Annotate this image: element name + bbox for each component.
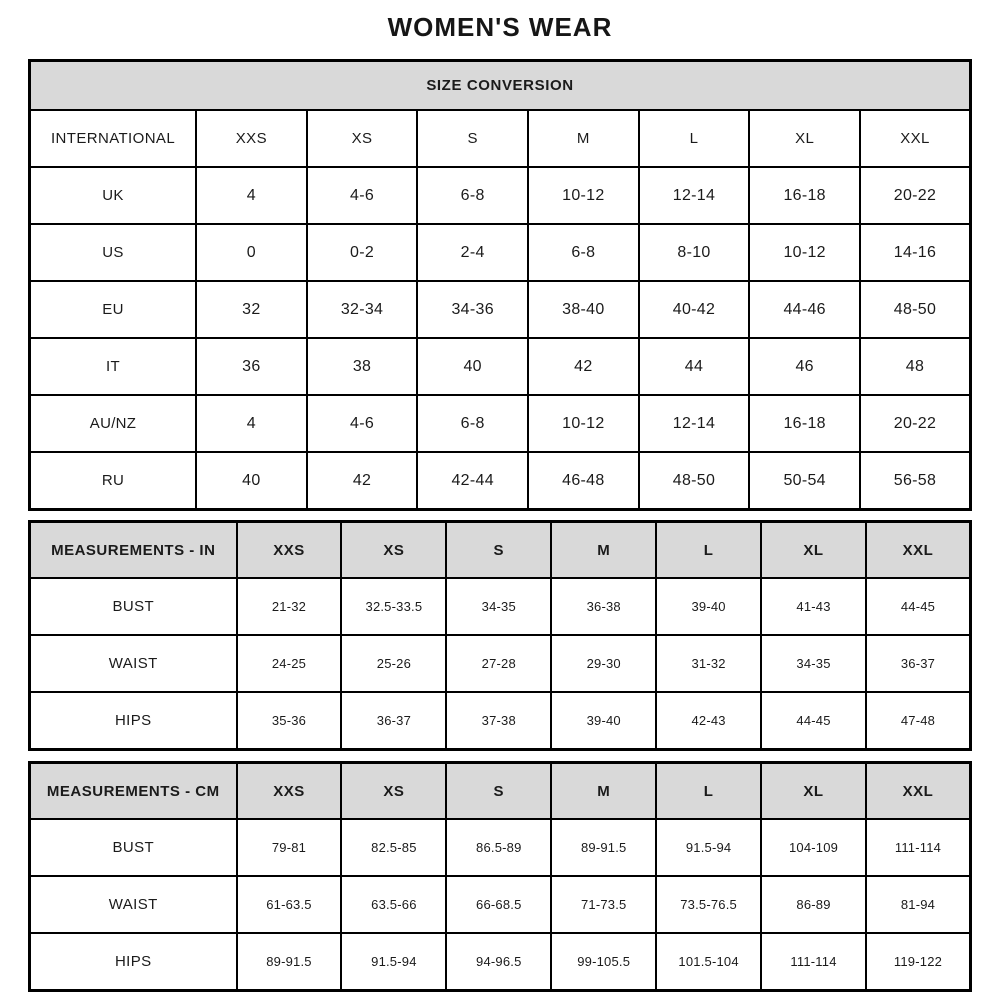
table-row — [30, 167, 971, 224]
table-cell: 31-32 — [656, 635, 761, 692]
table-cell: 42-43 — [656, 692, 761, 750]
measurements-in-title: MEASUREMENTS - IN — [30, 522, 237, 579]
table-cell: 41-43 — [761, 578, 866, 635]
measurements-in-table — [28, 520, 972, 751]
table-cell: 81-94 — [866, 876, 971, 933]
column-header: S — [446, 522, 551, 579]
table-cell: 34-35 — [761, 635, 866, 692]
column-header: XXL — [866, 763, 971, 820]
table-cell: 2-4 — [417, 224, 528, 281]
table-cell: 0-2 — [307, 224, 418, 281]
table-cell: 101.5-104 — [656, 933, 761, 991]
table-cell: 42 — [528, 338, 639, 395]
row-label: US — [30, 224, 197, 281]
table-cell: 44-45 — [761, 692, 866, 750]
table-cell: 36 — [196, 338, 307, 395]
table-cell: 48-50 — [639, 452, 750, 510]
table-cell: 10-12 — [528, 167, 639, 224]
column-header: XL — [761, 522, 866, 579]
column-header: XXL — [860, 110, 971, 167]
table-row — [30, 452, 971, 510]
column-header: XXS — [237, 522, 342, 579]
table-row — [30, 933, 971, 991]
table-cell: 82.5-85 — [341, 819, 446, 876]
table-cell: 73.5-76.5 — [656, 876, 761, 933]
row-label: RU — [30, 452, 197, 510]
table-cell: 119-122 — [866, 933, 971, 991]
table-cell: 63.5-66 — [341, 876, 446, 933]
table-cell: 37-38 — [446, 692, 551, 750]
table-cell: 25-26 — [341, 635, 446, 692]
table-cell: 10-12 — [528, 395, 639, 452]
table-cell: 38-40 — [528, 281, 639, 338]
table-cell: 42 — [307, 452, 418, 510]
table-cell: 46 — [749, 338, 860, 395]
table-row — [30, 578, 971, 635]
table-cell: 36-38 — [551, 578, 656, 635]
table-cell: 24-25 — [237, 635, 342, 692]
table-cell: 61-63.5 — [237, 876, 342, 933]
table-cell: 10-12 — [749, 224, 860, 281]
column-header: XL — [749, 110, 860, 167]
table-cell: 44-46 — [749, 281, 860, 338]
row-label: HIPS — [30, 933, 237, 991]
table-cell: 99-105.5 — [551, 933, 656, 991]
table-cell: 86.5-89 — [446, 819, 551, 876]
table-cell: 16-18 — [749, 167, 860, 224]
table-cell: 36-37 — [341, 692, 446, 750]
table-cell: 111-114 — [761, 933, 866, 991]
table-cell: 48 — [860, 338, 971, 395]
column-header: XS — [341, 763, 446, 820]
column-header: M — [551, 522, 656, 579]
table-cell: 91.5-94 — [341, 933, 446, 991]
table-cell: 29-30 — [551, 635, 656, 692]
table-cell: 44 — [639, 338, 750, 395]
table-row — [30, 281, 971, 338]
table-cell: 6-8 — [528, 224, 639, 281]
table-cell: 40-42 — [639, 281, 750, 338]
table-cell: 4-6 — [307, 167, 418, 224]
table-cell: 39-40 — [551, 692, 656, 750]
row-label: WAIST — [30, 635, 237, 692]
table-cell: 94-96.5 — [446, 933, 551, 991]
table-cell: 89-91.5 — [551, 819, 656, 876]
table-cell: 39-40 — [656, 578, 761, 635]
column-header: INTERNATIONAL — [30, 110, 197, 167]
column-header: XXS — [196, 110, 307, 167]
table-cell: 27-28 — [446, 635, 551, 692]
table-cell: 66-68.5 — [446, 876, 551, 933]
table-row — [30, 395, 971, 452]
table-cell: 50-54 — [749, 452, 860, 510]
column-header: XS — [307, 110, 418, 167]
table-cell: 12-14 — [639, 395, 750, 452]
table-cell: 40 — [196, 452, 307, 510]
row-label: UK — [30, 167, 197, 224]
row-label: EU — [30, 281, 197, 338]
table-cell: 47-48 — [866, 692, 971, 750]
table-cell: 4 — [196, 167, 307, 224]
table-cell: 86-89 — [761, 876, 866, 933]
table-cell: 32 — [196, 281, 307, 338]
table-cell: 111-114 — [866, 819, 971, 876]
size-conversion-table — [28, 59, 972, 511]
table-cell: 48-50 — [860, 281, 971, 338]
size-conversion-title: SIZE CONVERSION — [30, 61, 971, 111]
table-cell: 6-8 — [417, 167, 528, 224]
table-cell: 42-44 — [417, 452, 528, 510]
table-cell: 21-32 — [237, 578, 342, 635]
table-cell: 20-22 — [860, 167, 971, 224]
table-cell: 4-6 — [307, 395, 418, 452]
table-header-row — [30, 763, 971, 820]
table-cell: 36-37 — [866, 635, 971, 692]
table-cell: 104-109 — [761, 819, 866, 876]
table-cell: 34-36 — [417, 281, 528, 338]
table-cell: 20-22 — [860, 395, 971, 452]
table-cell: 35-36 — [237, 692, 342, 750]
table-cell: 12-14 — [639, 167, 750, 224]
table-row — [30, 692, 971, 750]
column-header: XXL — [866, 522, 971, 579]
column-header: S — [446, 763, 551, 820]
table-cell: 56-58 — [860, 452, 971, 510]
table-cell: 40 — [417, 338, 528, 395]
row-label: IT — [30, 338, 197, 395]
table-band-row — [30, 61, 971, 111]
table-cell: 32.5-33.5 — [341, 578, 446, 635]
row-label: BUST — [30, 578, 237, 635]
table-row — [30, 338, 971, 395]
table-row — [30, 224, 971, 281]
column-header: M — [528, 110, 639, 167]
table-cell: 89-91.5 — [237, 933, 342, 991]
column-header: XL — [761, 763, 866, 820]
table-header-row — [30, 110, 971, 167]
table-cell: 0 — [196, 224, 307, 281]
row-label: AU/NZ — [30, 395, 197, 452]
table-row — [30, 876, 971, 933]
table-header-row — [30, 522, 971, 579]
table-cell: 8-10 — [639, 224, 750, 281]
table-cell: 71-73.5 — [551, 876, 656, 933]
table-cell: 14-16 — [860, 224, 971, 281]
table-cell: 16-18 — [749, 395, 860, 452]
column-header: M — [551, 763, 656, 820]
table-cell: 6-8 — [417, 395, 528, 452]
page-title: WOMEN'S WEAR — [387, 12, 613, 42]
table-cell: 91.5-94 — [656, 819, 761, 876]
column-header: L — [639, 110, 750, 167]
table-cell: 38 — [307, 338, 418, 395]
column-header: L — [656, 522, 761, 579]
table-cell: 32-34 — [307, 281, 418, 338]
column-header: XXS — [237, 763, 342, 820]
row-label: HIPS — [30, 692, 237, 750]
column-header: S — [417, 110, 528, 167]
row-label: BUST — [30, 819, 237, 876]
column-header: XS — [341, 522, 446, 579]
table-cell: 79-81 — [237, 819, 342, 876]
row-label: WAIST — [30, 876, 237, 933]
measurements-cm-title: MEASUREMENTS - CM — [30, 763, 237, 820]
table-cell: 46-48 — [528, 452, 639, 510]
measurements-cm-table — [28, 761, 972, 992]
table-cell: 44-45 — [866, 578, 971, 635]
table-row — [30, 819, 971, 876]
table-cell: 4 — [196, 395, 307, 452]
table-row — [30, 635, 971, 692]
table-cell: 34-35 — [446, 578, 551, 635]
column-header: L — [656, 763, 761, 820]
